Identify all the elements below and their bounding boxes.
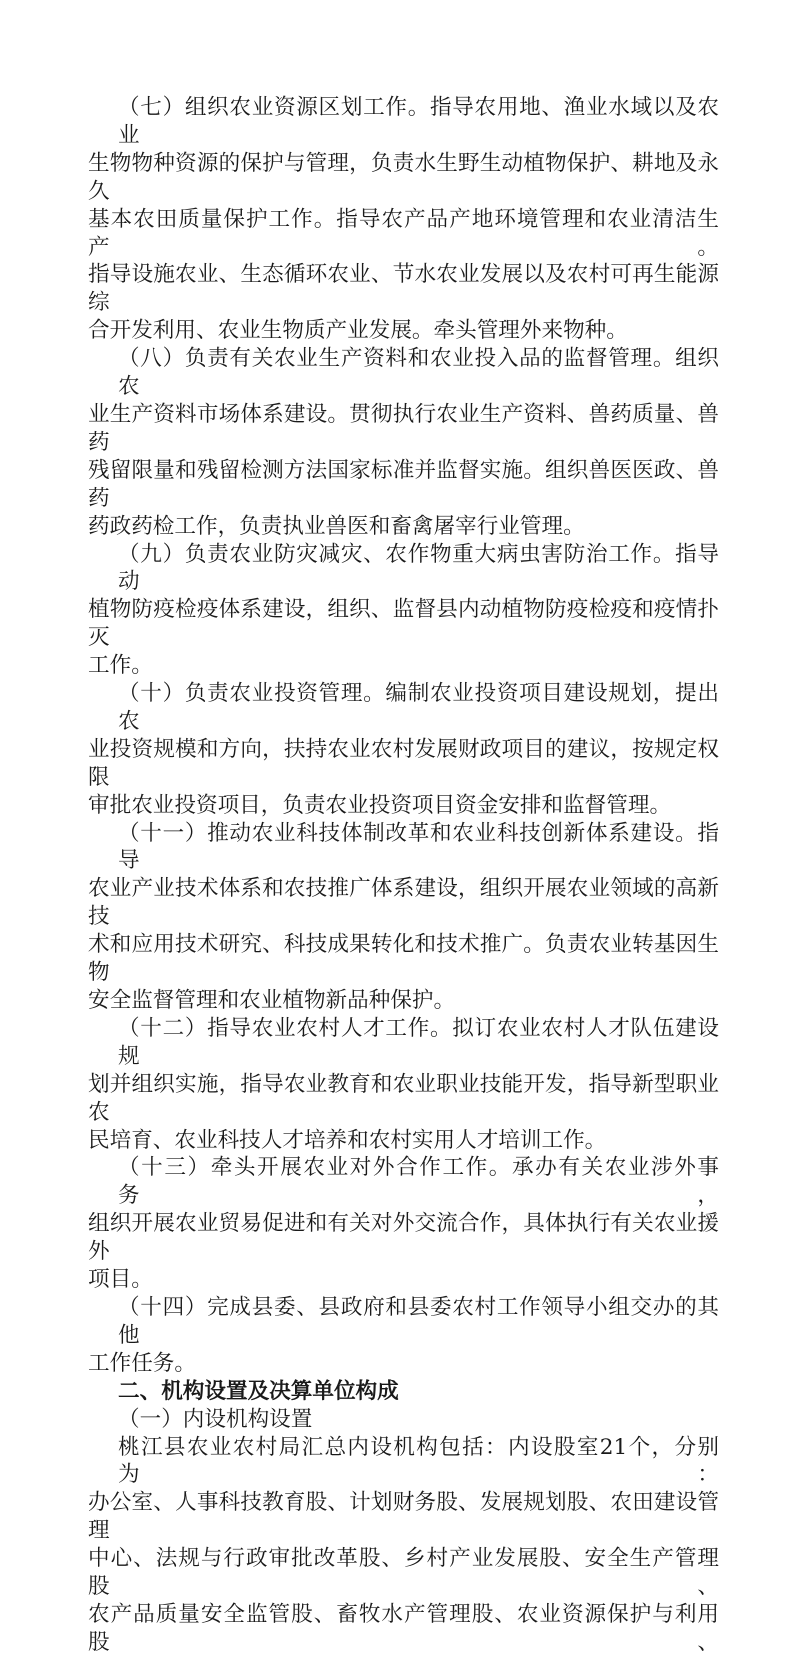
paragraph-line: 残留限量和残留检测方法国家标准并监督实施。组织兽医医政、兽药 — [88, 457, 719, 511]
paragraph-first-line: （十一）推动农业科技体制改革和农业科技创新体系建设。指导 — [118, 820, 719, 874]
paragraph-line: 业生产资料市场体系建设。贯彻执行农业生产资料、兽药质量、兽药 — [88, 401, 719, 455]
paragraph-line: 民培育、农业科技人才培养和农村实用人才培训工作。 — [88, 1127, 607, 1153]
item-13 — [88, 1154, 719, 1294]
item-11 — [88, 820, 719, 1015]
paragraph-line: 安全监督管理和农业植物新品种保护。 — [88, 988, 456, 1013]
paragraph-line: 办公室、人事科技教育股、计划财务股、发展规划股、农田建设管理 — [88, 1490, 719, 1544]
paragraph-line: 药政药检工作，负责执业兽医和畜禽屠宰行业管理。 — [88, 513, 585, 539]
paragraph-line: 植物防疫检疫体系建设，组织、监督县内动植物防疫检疫和疫情扑灭 — [88, 597, 719, 651]
paragraph-first-line: 桃江县农业农村局汇总内设机构包括：内设股室21个，分别为： — [118, 1434, 719, 1488]
item-8 — [88, 345, 719, 540]
section-2-heading — [88, 1378, 719, 1406]
paragraph-first-line: （十）负责农业投资管理。编制农业投资项目建设规划，提出农 — [118, 681, 719, 734]
paragraph-line: 划并组织实施，指导农业教育和农业职业技能开发，指导新型职业农 — [88, 1071, 719, 1125]
paragraph-line: 组织开展农业贸易促进和有关对外交流合作，具体执行有关农业援外 — [88, 1211, 719, 1265]
document-page — [88, 94, 719, 1657]
paragraph-first-line: （十三）牵头开展农业对外合作工作。承办有关农业涉外事务， — [118, 1155, 719, 1209]
subsection-1-heading — [88, 1406, 719, 1434]
paragraph-line: 审批农业投资项目，负责农业投资项目资金安排和监督管理。 — [88, 792, 672, 818]
paragraph-first-line: （一）内设机构设置 — [118, 1406, 313, 1432]
item-10 — [88, 680, 719, 820]
paragraph-line: 合开发利用、农业生物质产业发展。牵头管理外来物种。 — [88, 318, 628, 344]
paragraph-line: 农产品质量安全监管股、畜牧水产管理股、农业资源保护与利用股、 — [88, 1601, 719, 1655]
paragraph-first-line: （十四）完成县委、县政府和县委农村工作领导小组交办的其他 — [118, 1294, 719, 1348]
paragraph-line: 工作。 — [88, 653, 153, 679]
internal-structure-text — [88, 1434, 719, 1657]
paragraph-line: 业投资规模和方向，扶持农业农村发展财政项目的建议，按规定权限 — [88, 736, 719, 790]
paragraph-first-line: 二、机构设置及决算单位构成 — [118, 1378, 399, 1404]
paragraph-line: 项目。 — [88, 1267, 153, 1293]
item-12 — [88, 1015, 719, 1155]
item-9 — [88, 541, 719, 681]
paragraph-first-line: （八）负责有关农业生产资料和农业投入品的监督管理。组织农 — [118, 346, 719, 400]
paragraph-line: 指导设施农业、生态循环农业、节水农业发展以及农村可再生能源综 — [88, 262, 719, 316]
paragraph-first-line: （七）组织农业资源区划工作。指导农用地、渔业水域以及农业 — [118, 95, 719, 148]
paragraph-line: 生物物种资源的保护与管理，负责水生野生动植物保护、耕地及永久 — [88, 150, 719, 204]
paragraph-line: 中心、法规与行政审批改革股、乡村产业发展股、安全生产管理股、 — [88, 1546, 719, 1600]
paragraph-line: 术和应用技术研究、科技成果转化和技术推广。负责农业转基因生物 — [88, 932, 719, 986]
paragraph-line: 基本农田质量保护工作。指导农产品产地环境管理和农业清洁生产。 — [88, 206, 719, 260]
paragraph-line: 工作任务。 — [88, 1350, 196, 1376]
item-7 — [88, 94, 719, 345]
paragraph-first-line: （九）负责农业防灾减灾、农作物重大病虫害防治工作。指导动 — [118, 541, 719, 595]
paragraph-first-line: （十二）指导农业农村人才工作。拟订农业农村人才队伍建设规 — [118, 1015, 719, 1069]
item-14 — [88, 1294, 719, 1378]
paragraph-line: 农业产业技术体系和农技推广体系建设，组织开展农业领域的高新技 — [88, 876, 719, 930]
